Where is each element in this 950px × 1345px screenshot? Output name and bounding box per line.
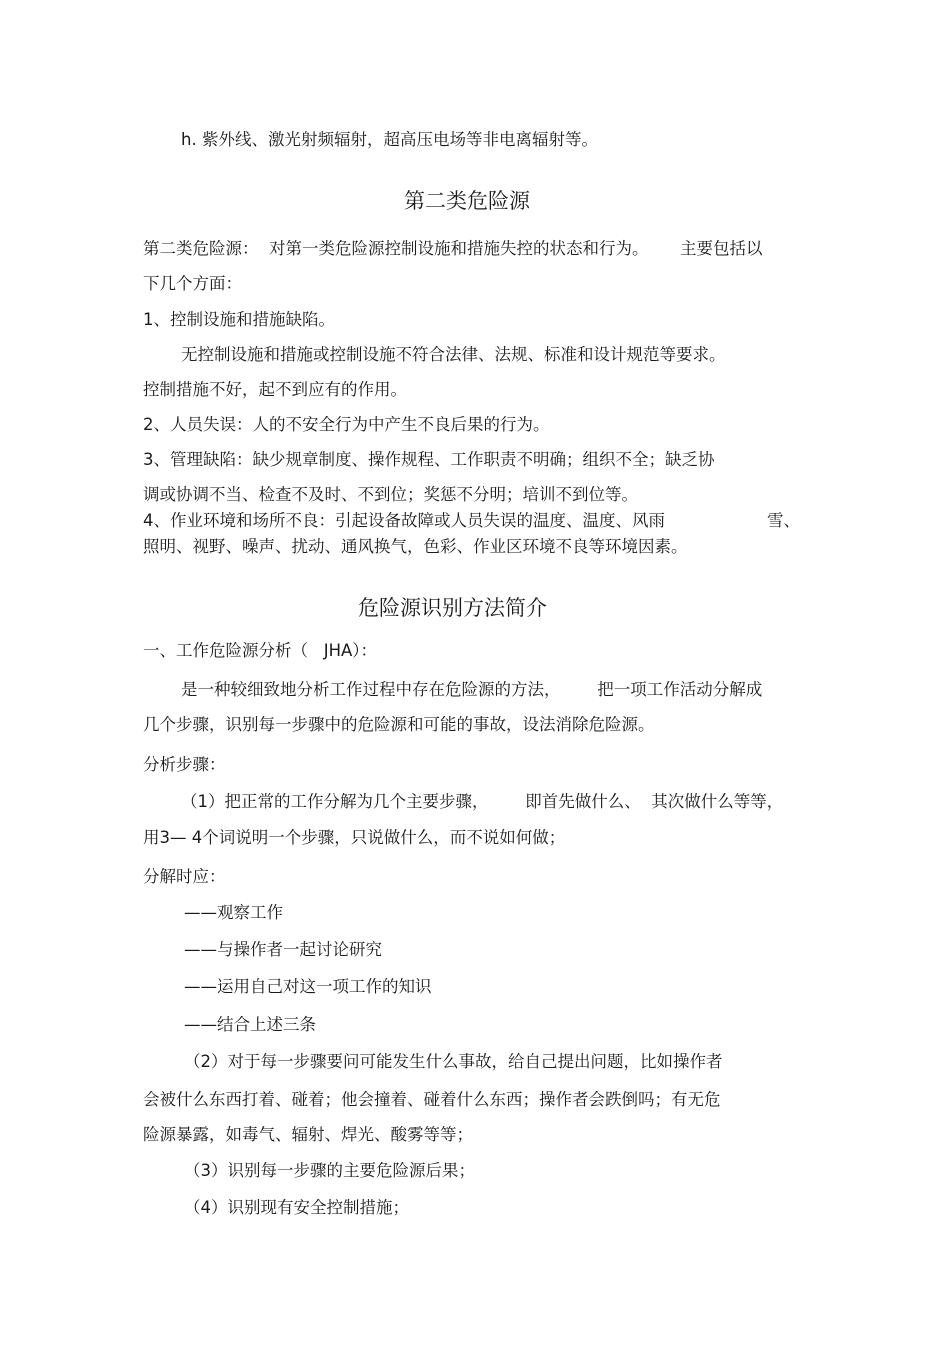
dash-item: ——观察工作: [184, 903, 283, 922]
section-heading-second-class-hazards: 第二类危险源: [404, 189, 530, 213]
numbered-item-title: 1、控制设施和措施缺陷。: [143, 310, 335, 329]
paragraph-fragment: 雪、: [767, 511, 800, 530]
paragraph-line: 是一种较细致地分析工作过程中存在危险源的方法， 把一项工作活动分解成: [181, 680, 763, 699]
numbered-item: 3、管理缺陷：缺少规章制度、操作规程、工作职责不明确；组织不全；缺乏协: [143, 450, 715, 469]
paragraph-line: 会被什么东西打着、碰着；他会撞着、碰着什么东西；操作者会跌倒吗；有无危: [143, 1090, 721, 1109]
paragraph-line: 几个步骤，识别每一步骤中的危险源和可能的事故，设法消除危险源。: [143, 715, 655, 734]
step-line: （4）识别现有安全控制措施；: [184, 1198, 409, 1217]
step-line: （3）识别每一步骤的主要危险源后果；: [184, 1161, 475, 1180]
dash-item: ——结合上述三条: [184, 1015, 316, 1034]
dash-item: ——与操作者一起讨论研究: [184, 940, 382, 959]
paragraph-line: 第二类危险源： 对第一类危险源控制设施和措施失控的状态和行为。 主要包括以: [143, 239, 763, 258]
step-line: （1）把正常的工作分解为几个主要步骤， 即首先做什么、 其次做什么等等，: [181, 792, 784, 811]
subheading-jha: 一、工作危险源分析（ JHA）：: [143, 641, 378, 660]
paragraph-line: 下几个方面：: [143, 274, 242, 293]
list-item-h: h. 紫外线、激光射频辐射，超高压电场等非电离辐射等。: [181, 130, 598, 149]
section-heading-identification-methods: 危险源识别方法简介: [358, 596, 547, 620]
label-analysis-steps: 分析步骤：: [143, 755, 226, 774]
paragraph-line: 险源暴露，如毒气、辐射、焊光、酸雾等等；: [143, 1125, 473, 1144]
step-line: （2）对于每一步骤要问可能发生什么事故，给自己提出问题，比如操作者: [184, 1052, 723, 1071]
paragraph-line: 调或协调不当、检查不及时、不到位；奖惩不分明；培训不到位等。: [143, 485, 638, 504]
numbered-item: 2、人员失误：人的不安全行为中产生不良后果的行为。: [143, 415, 550, 434]
label-decompose: 分解时应：: [143, 867, 226, 886]
dash-item: ——运用自己对这一项工作的知识: [184, 977, 432, 996]
paragraph-line: 控制措施不好，起不到应有的作用。: [143, 380, 407, 399]
paragraph-line: 照明、视野、噪声、扰动、通风换气，色彩、作业区环境不良等环境因素。: [143, 537, 688, 556]
numbered-item: 4、作业环境和场所不良：引起设备故障或人员失误的温度、温度、风雨: [143, 511, 665, 530]
paragraph-line: 用3— 4个词说明一个步骤，只说做什么，而不说如何做；: [143, 828, 566, 847]
paragraph-line: 无控制设施和措施或控制设施不符合法律、法规、标准和设计规范等要求。: [181, 345, 726, 364]
